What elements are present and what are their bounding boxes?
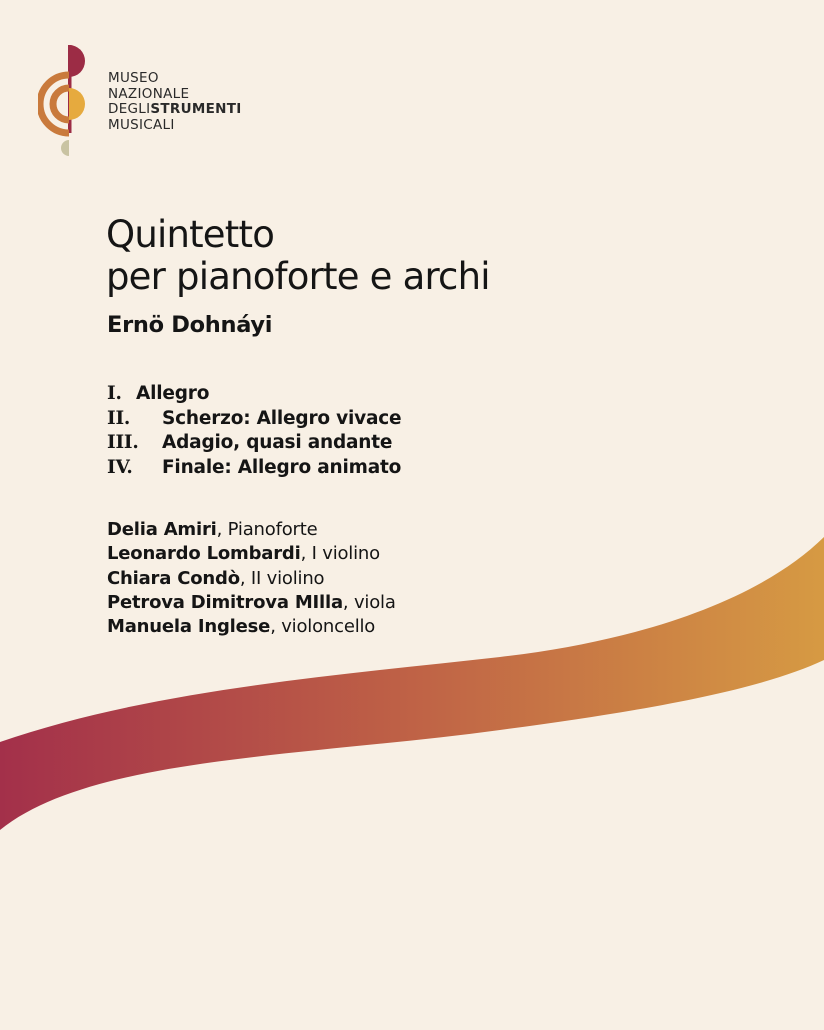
logo-line-museo: MUSEO: [108, 70, 159, 86]
performer-role: violoncello: [281, 616, 376, 638]
performer-name: Leonardo Lombardi: [107, 543, 301, 565]
performer-item: Manuela Inglese, violoncello: [107, 616, 376, 638]
logo-line-degli: DEGLI: [108, 101, 151, 117]
performer-role: Pianoforte: [227, 519, 318, 540]
logo-line-nazionale: NAZIONALE: [108, 85, 190, 102]
performer-name: Chiara Condò: [107, 567, 240, 589]
movement-number: III.: [107, 432, 139, 453]
movement-name: Adagio, quasi andante: [162, 432, 393, 453]
performer-name: Manuela Inglese: [107, 616, 271, 638]
movement-name: Allegro: [136, 383, 210, 404]
performer-item: Leonardo Lombardi, I violino: [107, 543, 380, 565]
logo-line-musicali: MUSICALI: [108, 116, 175, 133]
performer-role: II violino: [250, 567, 325, 589]
title-line-2: per pianoforte e archi: [106, 255, 490, 298]
movement-number: I.: [107, 383, 122, 404]
performer-item: Petrova Dimitrova MIlla, viola: [107, 591, 396, 613]
performer-name: Petrova Dimitrova MIlla: [107, 591, 343, 613]
composer-name: Ernö Dohnáyi: [107, 312, 273, 338]
movement-name: Finale: Allegro animato: [162, 456, 402, 478]
museum-logo-icon: [38, 44, 98, 158]
logo-line-strumenti: STRUMENTI: [150, 101, 242, 117]
performer-name: Delia Amiri: [107, 519, 217, 540]
movement-number: II.: [107, 407, 131, 429]
movement-number: IV.: [107, 456, 133, 478]
performer-item: Delia Amiri, Pianoforte: [107, 519, 318, 540]
performer-item: Chiara Condò, II violino: [107, 567, 325, 589]
page-title: [106, 214, 490, 298]
performer-list: [107, 518, 396, 639]
performer-role: I violino: [311, 543, 380, 565]
performer-role: viola: [353, 591, 396, 613]
movement-name: Scherzo: Allegro vivace: [162, 407, 402, 429]
title-line-1: Quintetto: [106, 213, 275, 256]
museum-name: [108, 71, 242, 133]
